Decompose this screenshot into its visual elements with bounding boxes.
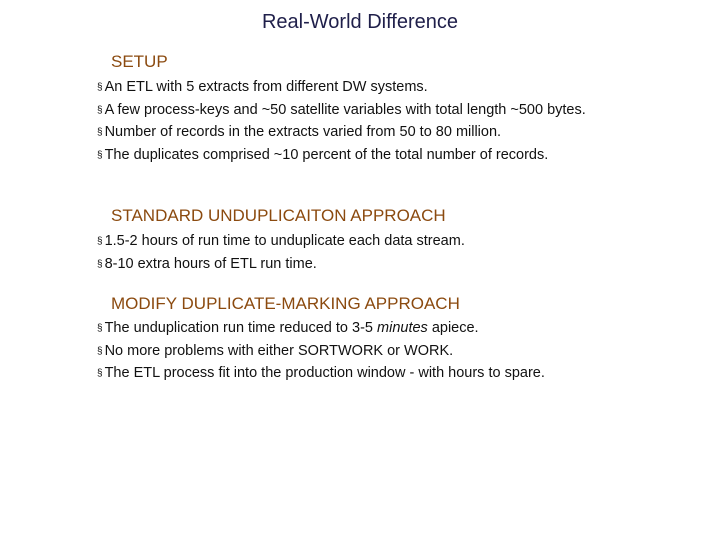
bullet-marker-icon: § [97,345,103,357]
section-heading-modify-approach: MODIFY DUPLICATE-MARKING APPROACH [111,294,460,313]
list-item: § The duplicates comprised ~10 percent of the total number of records. [97,146,549,163]
list-item: § No more problems with either SORTWORK or WORK. [97,342,454,359]
list-item: § The ETL process fit into the production window - with hours to spare. [97,365,545,381]
bullet-list-standard-approach [97,231,637,276]
bullet-list-setup [97,77,637,167]
section-heading-setup: SETUP [111,52,168,71]
bullet-marker-icon: § [97,368,103,379]
list-item: § 1.5-2 hours of run time to unduplicate each data stream. [97,233,465,249]
bullet-list-modify-approach [97,318,637,386]
bullet-marker-icon: § [97,258,103,270]
bullet-marker-icon: § [97,149,103,161]
list-item: § A few process-keys and ~50 satellite variables with total length ~500 bytes. [97,101,586,118]
bullet-marker-icon: § [97,82,103,93]
bullet-marker-icon: § [97,323,103,334]
list-item: § The unduplication run time reduced to 3-5 minutes apiece. [97,320,479,336]
bullet-marker-icon: § [97,104,103,116]
slide-title: Real-World Difference [261,11,458,33]
list-item: § An ETL with 5 extracts from different DW systems. [97,79,428,95]
list-item: § 8-10 extra hours of ETL run time. [97,255,317,272]
bullet-marker-icon: § [97,127,103,138]
section-heading-standard-approach: STANDARD UNDUPLICAITON APPROACH [111,206,446,225]
list-item: § Number of records in the extracts varied from 50 to 80 million. [97,124,502,140]
bullet-marker-icon: § [97,236,103,247]
